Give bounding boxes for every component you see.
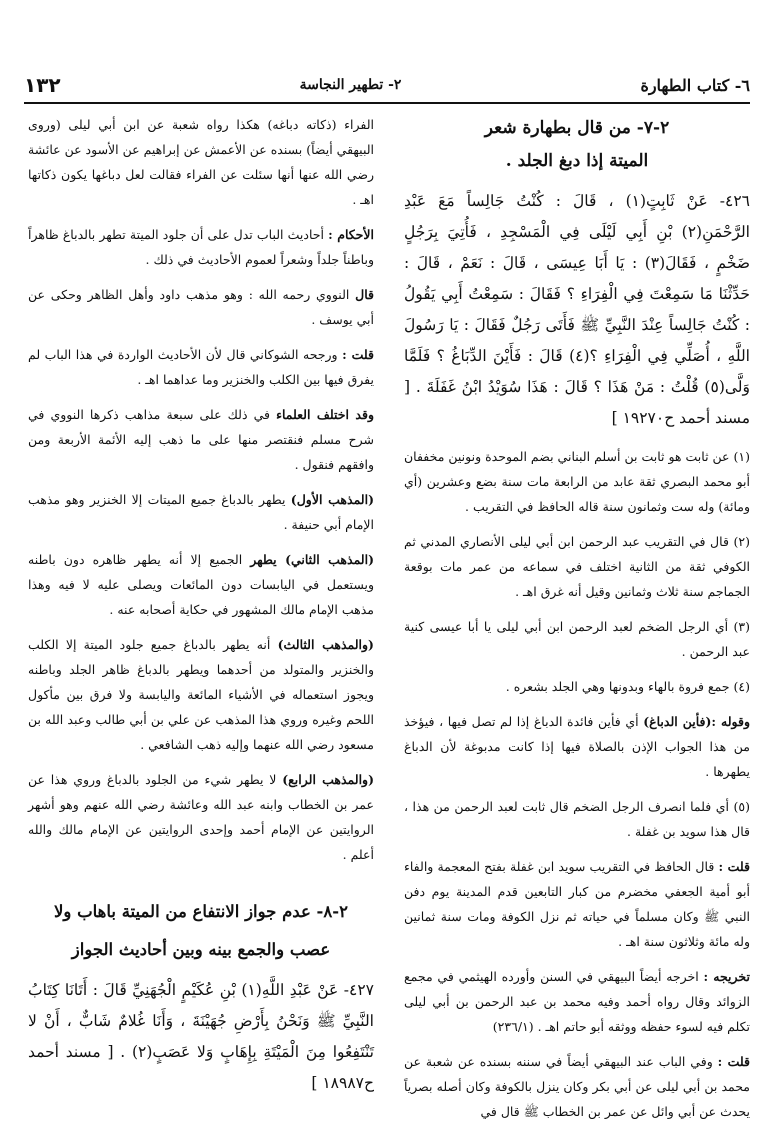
shawkani-lead: قلت :: [342, 347, 374, 362]
qult2-lead: قلت :: [717, 1054, 750, 1069]
page-header: [24, 70, 750, 100]
note-qult-1: [404, 854, 750, 954]
section-heading-2-line1: ٢-٨- عدم جواز الانتفاع من الميتة باهاب ولا: [53, 902, 349, 921]
hadith-427: ٤٢٧- عَنْ عَبْدِ اللَّهِ(١) بْنِ عُكَيْمٍ الْجُهَنِيِّ قَالَ : أَتَانَا كِتَابُ النَّبِيِّ ﷺ وَنَحْنُ بِأَرْضِ جُهَيْنَةَ ، وَأَنَا غُلامٌ شَابٌّ ، أَنْ لا تَنْتَفِعُوا مِنَ الْمَيْتَةِ بِإِهَابٍ وَلا عَصَبٍ(٢) . [ مسند أحمد ح١٨٩٨٧ ]: [28, 981, 374, 1092]
madhhab-4-text: لا يطهر شيء من الجلود بالدباغ وروي هذا عن عمر بن الخطاب وابنه عبد الله وعائشة رضي الله عنهم وهو أشهر الروايتين عن الإمام أحمد وإحدى الروايتين عن الإمام مالك والله أعلم .: [28, 772, 374, 862]
note-takhrij: [404, 964, 750, 1039]
continuation-paragraph: الفراء (ذكاته دباغه) هكذا رواه شعبة عن ابن أبي ليلى (وروى البيهقي أيضاً) بسنده عن الأعمش عن إبراهيم عن الأسود عن عائشة رضي الله عنها أنها سئلت عن الفراء فقالت لعل دباغها يكون ذكاتها اهـ .: [28, 117, 374, 207]
madhhab-1-text: يطهر بالدباغ جميع الميتات إلا الخنزير وهو مذهب الإمام أبي حنيفة .: [28, 492, 374, 532]
page-number: ١٣٢: [24, 73, 61, 97]
ulama-paragraph: [28, 402, 374, 477]
nawawi-lead: قال: [355, 287, 374, 302]
section-heading-line1: ٢-٧- من قال بطهارة شعر: [484, 118, 670, 138]
ahkam-text: أحاديث الباب تدل على أن جلود الميتة تطهر بالدباغ ظاهراً وباطناً جلداً وشعراً لعموم الأحاديث في ذلك .: [28, 227, 374, 267]
right-column: [404, 112, 750, 1134]
footnote-3: (٣) أي الرجل الضخم لعبد الرحمن ابن أبي ليلى يا أبا عيسى كنية عبد الرحمن .: [404, 619, 750, 659]
note-qult-2: [404, 1049, 750, 1124]
ahkam-lead: الأحكام :: [328, 227, 375, 242]
madhhab-1-lead: (المذهب الأول): [290, 492, 374, 507]
ulama-text: في ذلك على سبعة مذاهب ذكرها النووي في شرح مسلم فنقتصر منها على ما ذهب إليه الأئمة الأربعة ومن وافقهم فنقول .: [28, 407, 374, 472]
madhhab-3: [28, 632, 374, 757]
chapter-title: ٦- كتاب الطهارة: [640, 75, 750, 95]
ahkam-paragraph: [28, 222, 374, 272]
madhhab-2-lead: (المذهب الثاني) يطهر: [250, 552, 375, 567]
footnote-1: (١) عن ثابت هو ثابت بن أسلم البناني بضم الموحدة ونونين مخففان أبو محمد البصري ثقة عابد من الرابعة مات سنة بضع وعشرين (أي ومائة) وله ست وثمانون سنة قاله الحافظ في التقريب .: [404, 449, 750, 514]
qult-lead: قلت :: [718, 859, 751, 874]
madhhab-4: [28, 767, 374, 867]
qult-text: قال الحافظ في التقريب سويد ابن غفلة بفتح المعجمة والفاء أبو أمية الجعفي مخضرم من كبار التابعين قدم المدينة يوم دفن النبي ﷺ وكان مسلماً في حياته ثم نزل الكوفة ومات سنة ثمانين وله مائة وثلاثون سنة اهـ .: [404, 859, 750, 949]
footnote-4: (٤) جمع فروة بالهاء وبدونها وهي الجلد بشعره .: [505, 679, 750, 694]
footnote-2: (٢) قال في التقريب عبد الرحمن ابن أبي ليلى الأنصاري المدني ثم الكوفي ثقة من الثانية اختلف في سماعه من عمر مات بوقعة الجماجم سنة ثلاث وثمانين وقيل أنه غرق اهـ .: [404, 534, 750, 599]
left-column: [28, 112, 374, 1099]
comment-lead: وقوله :(فأين الدباغ): [643, 714, 750, 729]
madhhab-3-text: أنه يطهر بالدباغ جميع جلود الميتة إلا الكلب والخنزير والمتولد من أحدهما ويطهر بالدباغ ظاهر الجلد وباطنه ويجوز استعماله في الأشياء المائعة واليابسة ولا فرق بين مأكول اللحم وغيره وروي هذا المذهب عن علي بن أبي طالب وعبد الله بن مسعود رضي الله عنهما وإليه ذهب الشافعي .: [28, 637, 374, 752]
madhhab-2: [28, 547, 374, 622]
footnote-5: (٥) أي فلما انصرف الرجل الضخم قال ثابت لعبد الرحمن من هذا ، قال هذا سويد بن غفلة .: [404, 799, 750, 839]
shawkani-text: ورجحه الشوكاني قال لأن الأحاديث الواردة في هذا الباب لم يفرق فيها بين الكلب والخنزير وما عداهما اهـ .: [28, 347, 374, 387]
madhhab-3-lead: (والمذهب الثالث): [277, 637, 374, 652]
madhhab-2-text: الجميع إلا أنه يطهر ظاهره دون باطنه ويستعمل في اليابسات دون المائعات ويصلى عليه لا فيه وهذا مذهب الإمام مالك المشهور في حكاية أصحابه عنه .: [28, 552, 374, 617]
comment-text: أي فأين فائدة الدباغ إذا لم تصل فيها ، فيؤخذ من هذا الجواب الإذن بالصلاة فيها إذا كانت مدبوغة لأن الدباغ يطهرها .: [404, 714, 750, 779]
section-heading-2: [28, 893, 374, 969]
hadith-426: ٤٢٦- عَنْ ثَابِتٍ(١) ، قَالَ : كُنْتُ جَالِساً مَعَ عَبْدِ الرَّحْمَنِ(٢) بْنِ أَبِي لَيْلَى فِي الْمَسْجِدِ ، فَأُتِيَ بِرَجُلٍ ضَخْمٍ ، فَقَالَ(٣) : يَا أَبَا عِيسَى ، قَالَ : نَعَمْ ، قَالَ : حَدِّثْنَا مَا سَمِعْتَ فِي الْفِرَاءِ ؟ فَقَالَ : سَمِعْتُ أَبِي يَقُولُ : كُنْتُ جَالِساً عِنْدَ النَّبِيِّ ﷺ فَأَتَى رَجُلٌ فَقَالَ : يَا رَسُولَ اللَّهِ ، أُصَلِّي فِي الْفِرَاءِ ؟(٤) قَالَ : فَأَيْنَ الدِّبَاغُ ؟ فَلَمَّا وَلَّى(٥) قُلْتُ : مَنْ هَذَا ؟ قَالَ : هَذَا سُوَيْدُ ابْنُ غَفَلَةَ . [ مسند أحمد ح١٩٢٧٠ ]: [404, 192, 750, 427]
shawkani-paragraph: [28, 342, 374, 392]
takhrij-text: اخرجه أيضاً البيهقي في السنن وأورده الهيثمي في مجمع الزوائد وقال رواه أحمد وفيه محمد بن عبد الرحمن بن أبي ليلى تكلم فيه لسوء حفظه ووثقه أبو حاتم اهـ . (٢٣٦/١): [404, 969, 750, 1034]
header-rule: [24, 102, 750, 104]
section-heading-2-line2: عصب والجمع بينه وبين أحاديث الجواز: [71, 940, 331, 959]
ulama-lead: وقد اختلف العلماء: [276, 407, 374, 422]
section-heading-line2: الميتة إذا دبغ الجلد .: [505, 151, 649, 171]
madhhab-4-lead: (والمذهب الرابع): [282, 772, 375, 787]
section-title: ٢- تطهير النجاسة: [299, 77, 402, 93]
qult2-text: وفي الباب عند البيهقي أيضاً في سننه بسنده عن شعبة عن محمد بن أبي ليلى عن أبي بكر وكان ينزل بالكوفة وكان أصله بصرياً يحدث عن أبي وائل عن عمر بن الخطاب ﷺ قال في: [404, 1054, 750, 1119]
nawawi-paragraph: [28, 282, 374, 332]
takhrij-lead: تخريجه :: [703, 969, 750, 984]
madhhab-1: [28, 487, 374, 537]
nawawi-text: النووي رحمه الله : وهو مذهب داود وأهل الظاهر وحكى عن أبي يوسف .: [28, 287, 374, 327]
footnote-4-comment: [404, 709, 750, 784]
